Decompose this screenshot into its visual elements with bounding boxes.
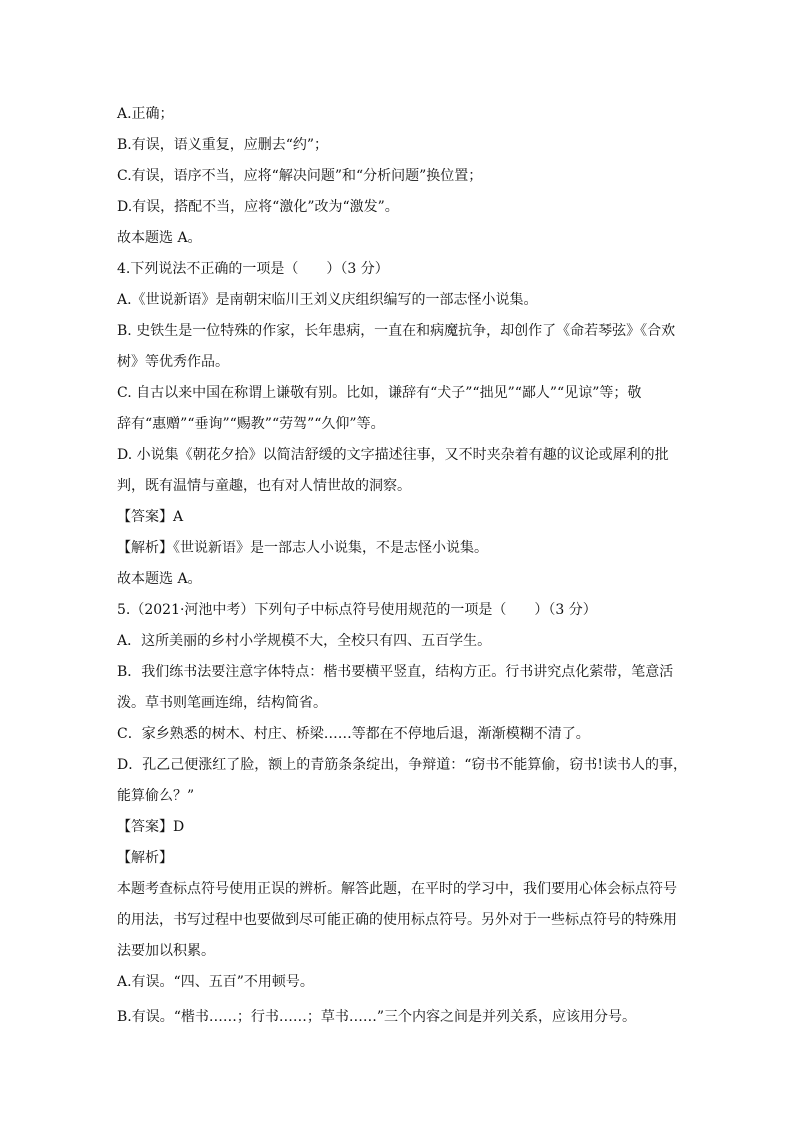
- analysis-option-a: A.有误。“四、五百”不用顿号。: [117, 974, 314, 990]
- question-4-stem: 4.下列说法不正确的一项是（ ）（3 分）: [117, 261, 389, 277]
- analysis-paragraph: 本题考查标点符号使用正误的辨析。解答此题，在平时的学习中，我们要用心体会标点符号: [117, 881, 677, 897]
- question-5-option-a: A．这所美丽的乡村小学规模不大，全校只有四、五百学生。: [117, 633, 492, 649]
- conclusion-text: 故本题选 A。: [117, 230, 202, 246]
- question-4-option-c-cont: 辞有“惠赠”“垂询”“赐教”“劳驾”“久仰”等。: [117, 416, 385, 432]
- answer-option-b: B.有误，语义重复，应删去“约”；: [117, 137, 329, 153]
- question-5-answer: 【答案】D: [117, 819, 185, 835]
- answer-option-c: C.有误，语序不当，应将“解决问题”和“分析问题”换位置；: [117, 168, 483, 184]
- question-4-option-b-cont: 树》等优秀作品。: [117, 354, 229, 370]
- question-4-option-a: A.《世说新语》是南朝宋临川王刘义庆组织编写的一部志怪小说集。: [117, 292, 538, 308]
- question-4-analysis: 【解析】《世说新语》是一部志人小说集，不是志怪小说集。: [117, 540, 488, 556]
- analysis-paragraph: 法要加以积累。: [117, 943, 215, 959]
- question-5-option-b: B．我们练书法要注意字体特点：楷书要横平竖直，结构方正。行书讲究点化萦带，笔意活: [117, 664, 674, 680]
- question-5-stem: 5.（2021·河池中考）下列句子中标点符号使用规范的一项是（ ）（3 分）: [117, 602, 597, 618]
- question-5-option-d: D．孔乙己便涨红了脸，额上的青筋条条绽出，争辩道：“窃书不能算偷，窃书!读书人的事，: [117, 757, 688, 773]
- question-5-option-c: C．家乡熟悉的树木、村庄、桥梁……等都在不停地后退，渐渐模糊不清了。: [117, 726, 590, 742]
- answer-option-a: A.正确；: [117, 106, 174, 122]
- question-5-analysis-heading: 【解析】: [117, 850, 173, 866]
- question-4-option-c: C. 自古以来中国在称谓上谦敬有别。比如，谦辞有“犬子”“拙见”“鄙人”“见谅”等；敬: [117, 385, 642, 401]
- question-4-option-b: B. 史铁生是一位特殊的作家，长年患病，一直在和病魔抗争，却创作了《命若琴弦》《合欢: [117, 323, 676, 339]
- question-5-option-b-cont: 泼。草书则笔画连绵，结构简省。: [117, 695, 327, 711]
- analysis-paragraph: 的用法，书写过程中也要做到尽可能正确的使用标点符号。另外对于一些标点符号的特殊用: [117, 912, 677, 928]
- question-4-answer: 【答案】A: [117, 509, 184, 525]
- conclusion-text: 故本题选 A。: [117, 571, 202, 587]
- question-5-option-d-cont: 能算偷么？”: [117, 788, 195, 804]
- answer-option-d: D.有误，搭配不当，应将“激化”改为“激发”。: [117, 199, 399, 215]
- question-4-option-d-cont: 判，既有温情与童趣，也有对人情世故的洞察。: [117, 478, 411, 494]
- analysis-option-b: B.有误。“楷书……；行书……；草书……”三个内容之间是并列关系，应该用分号。: [117, 1009, 637, 1025]
- question-4-option-d: D. 小说集《朝花夕拾》以简洁舒缓的文字描述往事，又不时夹杂着有趣的议论或犀利的批: [117, 447, 669, 463]
